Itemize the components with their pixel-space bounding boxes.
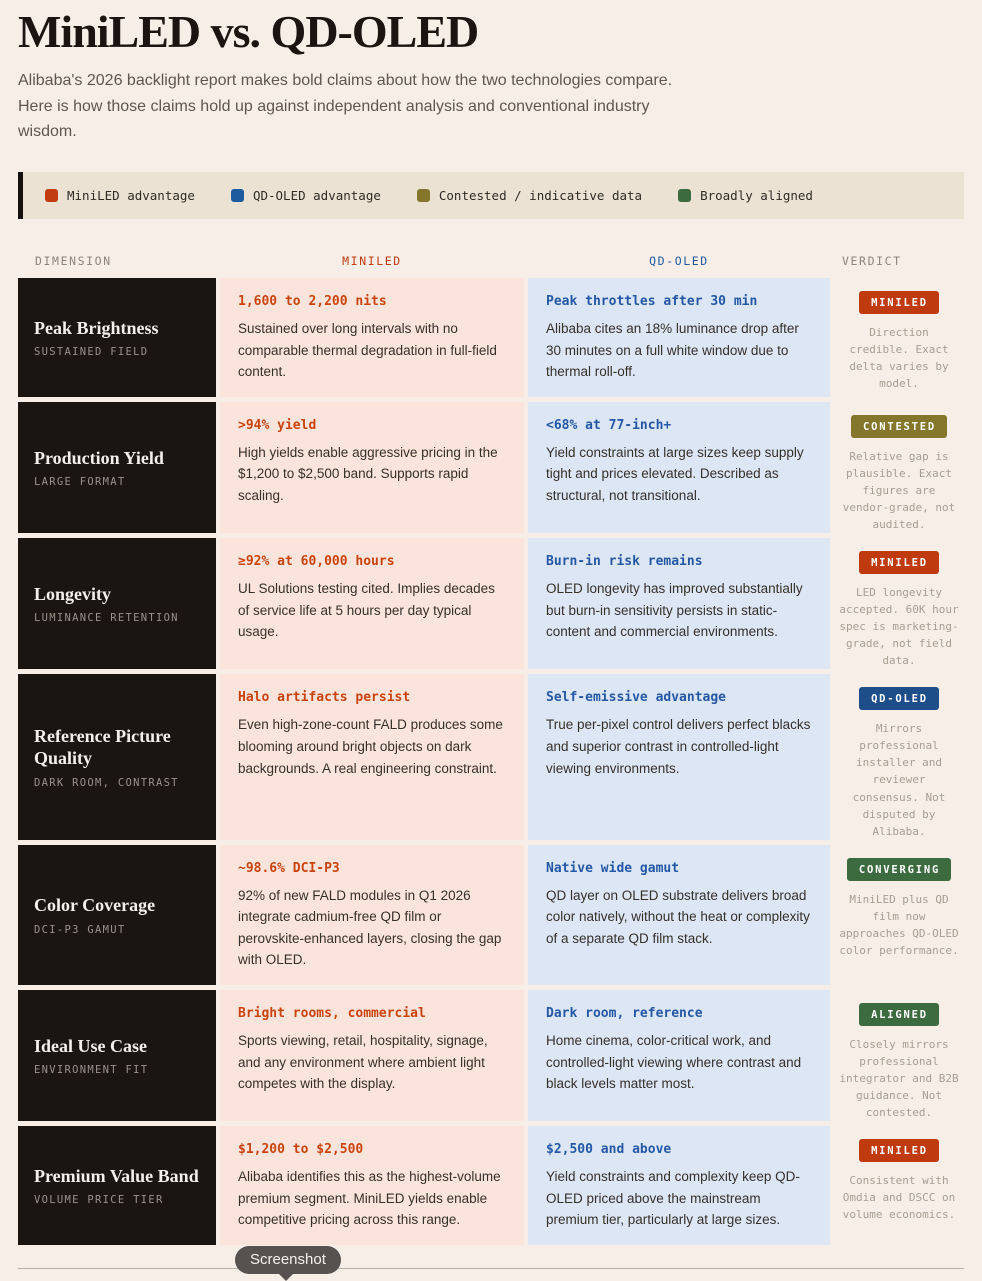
- dimension-subtitle: LARGE FORMAT: [34, 476, 126, 489]
- qdoled-claim-body: OLED longevity has improved substantially but burn-in sensitivity persists in static-content and commercial environments.: [546, 581, 803, 640]
- verdict-note: Mirrors professional installer and reviewer consensus. Not disputed by Alibaba.: [852, 722, 946, 838]
- verdict-badge: MINILED: [859, 1139, 939, 1162]
- screenshot-tooltip: Screenshot: [235, 1246, 341, 1274]
- dimension-title: Longevity: [34, 583, 112, 604]
- qdoled-claim-cell: [528, 538, 830, 669]
- column-header-verdict: VERDICT: [842, 254, 902, 269]
- verdict-note: MiniLED plus QD film now approaches QD-OLED color performance.: [839, 892, 959, 957]
- qdoled-claim-cell: [528, 1126, 830, 1245]
- verdict-cell: [834, 278, 964, 397]
- verdict-cell: [834, 538, 964, 669]
- dimension-title: Peak Brightness: [34, 317, 159, 338]
- verdict-note: LED longevity accepted. 60K hour spec is marketing-grade, not field data.: [839, 586, 959, 668]
- legend-bar: [18, 172, 964, 219]
- miniled-claim-body: Sports viewing, retail, hospitality, signage, and any environment where ambient light competes with the display.: [238, 1033, 488, 1092]
- contested-swatch-icon: [417, 189, 430, 202]
- dimension-title: Production Yield: [34, 447, 164, 468]
- verdict-cell: [834, 674, 964, 839]
- verdict-badge: CONVERGING: [847, 858, 951, 881]
- qdoled-claim-body: True per-pixel control delivers perfect blacks and superior contrast in controlled-light viewing environments.: [546, 717, 811, 776]
- qdoled-claim-cell: [528, 278, 830, 397]
- miniled-claim-cell: [220, 278, 524, 397]
- legend-label: Broadly aligned: [700, 188, 813, 204]
- miniled-claim-cell: [220, 845, 524, 985]
- verdict-note: Relative gap is plausible. Exact figures are vendor-grade, not audited.: [842, 449, 956, 532]
- dimension-cell: [18, 990, 216, 1121]
- qdoled-claim-body: Yield constraints at large sizes keep supply tight and prices elevated. Described as structural, not transitional.: [546, 444, 804, 504]
- miniled-claim-heading: >94% yield: [238, 417, 317, 433]
- dimension-cell: [18, 538, 216, 669]
- dimension-title: Reference Picture Quality: [34, 725, 171, 769]
- dimension-cell: [18, 278, 216, 397]
- legend-label: Contested / indicative data: [438, 188, 643, 204]
- miniled-claim-heading: Halo artifacts persist: [238, 690, 411, 706]
- page-title: MiniLED vs. QD-OLED: [18, 6, 479, 57]
- dimension-subtitle: ENVIRONMENT FIT: [34, 1064, 149, 1077]
- qdoled-claim-cell: [528, 990, 830, 1121]
- column-header-miniled: MINILED: [342, 254, 402, 269]
- dimension-cell: [18, 402, 216, 533]
- miniled-claim-cell: [220, 538, 524, 669]
- qdoled-claim-body: Alibaba cites an 18% luminance drop after 30 minutes on a full white window due to thermal roll-off.: [546, 321, 799, 380]
- qdoled-claim-heading: Dark room, reference: [546, 1006, 703, 1022]
- qdoled-swatch-icon: [231, 189, 244, 202]
- verdict-badge: MINILED: [859, 551, 939, 574]
- table-row: [18, 402, 964, 533]
- miniled-claim-body: Sustained over long intervals with no comparable thermal degradation in full-field content.: [238, 321, 497, 380]
- verdict-cell: [834, 990, 964, 1121]
- verdict-badge: CONTESTED: [851, 415, 947, 438]
- legend-item-aligned: [678, 188, 813, 203]
- table-row: [18, 1126, 964, 1245]
- miniled-claim-cell: [220, 402, 524, 533]
- verdict-cell: [834, 1126, 964, 1245]
- legend-item-contested: [417, 188, 642, 203]
- miniled-claim-heading: Bright rooms, commercial: [238, 1006, 426, 1022]
- qdoled-claim-cell: [528, 674, 830, 839]
- legend-item-qdoled: [231, 188, 381, 203]
- qdoled-claim-heading: Self-emissive advantage: [546, 690, 727, 706]
- dimension-subtitle: DCI-P3 GAMUT: [34, 923, 126, 936]
- dimension-cell: [18, 1126, 216, 1245]
- qdoled-claim-heading: <68% at 77-inch+: [546, 417, 672, 433]
- verdict-badge: QD-OLED: [859, 687, 939, 710]
- verdict-cell: [834, 845, 964, 985]
- table-row: [18, 674, 964, 839]
- comparison-table: [18, 278, 964, 1245]
- miniled-claim-body: Alibaba identifies this as the highest-volume premium segment. MiniLED yields enable competitive pricing across this range.: [238, 1169, 501, 1228]
- qdoled-claim-heading: Burn-in risk remains: [546, 554, 703, 570]
- verdict-badge: MINILED: [859, 291, 939, 314]
- dimension-subtitle: DARK ROOM, CONTRAST: [34, 776, 179, 789]
- verdict-note: Closely mirrors professional integrator and B2B guidance. Not contested.: [839, 1038, 959, 1120]
- miniled-swatch-icon: [45, 189, 58, 202]
- verdict-cell: [834, 402, 964, 533]
- table-row: [18, 538, 964, 669]
- qdoled-claim-heading: Peak throttles after 30 min: [546, 294, 758, 310]
- dimension-cell: [18, 845, 216, 985]
- dimension-title: Color Coverage: [34, 895, 156, 916]
- dimension-subtitle: LUMINANCE RETENTION: [34, 612, 179, 625]
- legend-label: QD-OLED advantage: [252, 188, 381, 204]
- table-row: [18, 845, 964, 985]
- miniled-claim-body: UL Solutions testing cited. Implies decades of service life at 5 hours per day typical usage.: [238, 581, 495, 640]
- miniled-claim-cell: [220, 674, 524, 839]
- column-header-dimension: DIMENSION: [35, 254, 112, 269]
- qdoled-claim-cell: [528, 845, 830, 985]
- miniled-claim-body: 92% of new FALD modules in Q1 2026 integrate cadmium-free QD film or perovskite-enhanced layers, closing the gap with OLED.: [238, 887, 502, 968]
- verdict-badge: ALIGNED: [859, 1003, 939, 1026]
- legend-item-miniled: [45, 188, 195, 203]
- miniled-claim-cell: [220, 990, 524, 1121]
- table-row: [18, 278, 964, 397]
- miniled-claim-body: Even high-zone-count FALD produces some blooming around bright objects on dark backgrounds. A real engineering constraint.: [238, 717, 503, 776]
- qdoled-claim-cell: [528, 402, 830, 533]
- dimension-cell: [18, 674, 216, 839]
- miniled-claim-heading: $1,200 to $2,500: [238, 1142, 364, 1158]
- qdoled-claim-body: Home cinema, color-critical work, and controlled-light viewing where contrast and black levels matter most.: [546, 1033, 802, 1092]
- table-header-row: [18, 254, 964, 268]
- dimension-subtitle: VOLUME PRICE TIER: [34, 1194, 164, 1207]
- dimension-title: Ideal Use Case: [34, 1035, 147, 1056]
- qdoled-claim-body: Yield constraints and complexity keep QD-OLED priced above the mainstream premium tier, particularly at large sizes.: [546, 1169, 800, 1228]
- verdict-note: Direction credible. Exact delta varies by model.: [849, 326, 949, 391]
- miniled-claim-body: High yields enable aggressive pricing in the $1,200 to $2,500 band. Supports rapid scaling.: [238, 444, 498, 504]
- dimension-title: Premium Value Band: [34, 1165, 199, 1186]
- legend-label: MiniLED advantage: [67, 188, 195, 204]
- qdoled-claim-body: QD layer on OLED substrate delivers broad color natively, without the heat or complexity of a separate QD film stack.: [546, 887, 810, 946]
- table-row: [18, 990, 964, 1121]
- dimension-subtitle: SUSTAINED FIELD: [34, 346, 149, 359]
- column-header-qdoled: QD-OLED: [649, 254, 709, 269]
- verdict-note: Consistent with Omdia and DSCC on volume economics.: [842, 1174, 956, 1222]
- qdoled-claim-heading: Native wide gamut: [546, 860, 680, 876]
- aligned-swatch-icon: [678, 189, 691, 202]
- page-subtitle: Alibaba's 2026 backlight report makes bold claims about how the two technologies compare. Here is how those claims hold up against independent analysis and conventional industry wisdom.: [18, 72, 673, 141]
- miniled-claim-cell: [220, 1126, 524, 1245]
- qdoled-claim-heading: $2,500 and above: [546, 1142, 672, 1158]
- miniled-claim-heading: 1,600 to 2,200 nits: [238, 294, 387, 310]
- miniled-claim-heading: ~98.6% DCI-P3: [238, 860, 340, 876]
- footer-divider: [18, 1251, 964, 1280]
- miniled-claim-heading: ≥92% at 60,000 hours: [238, 554, 395, 570]
